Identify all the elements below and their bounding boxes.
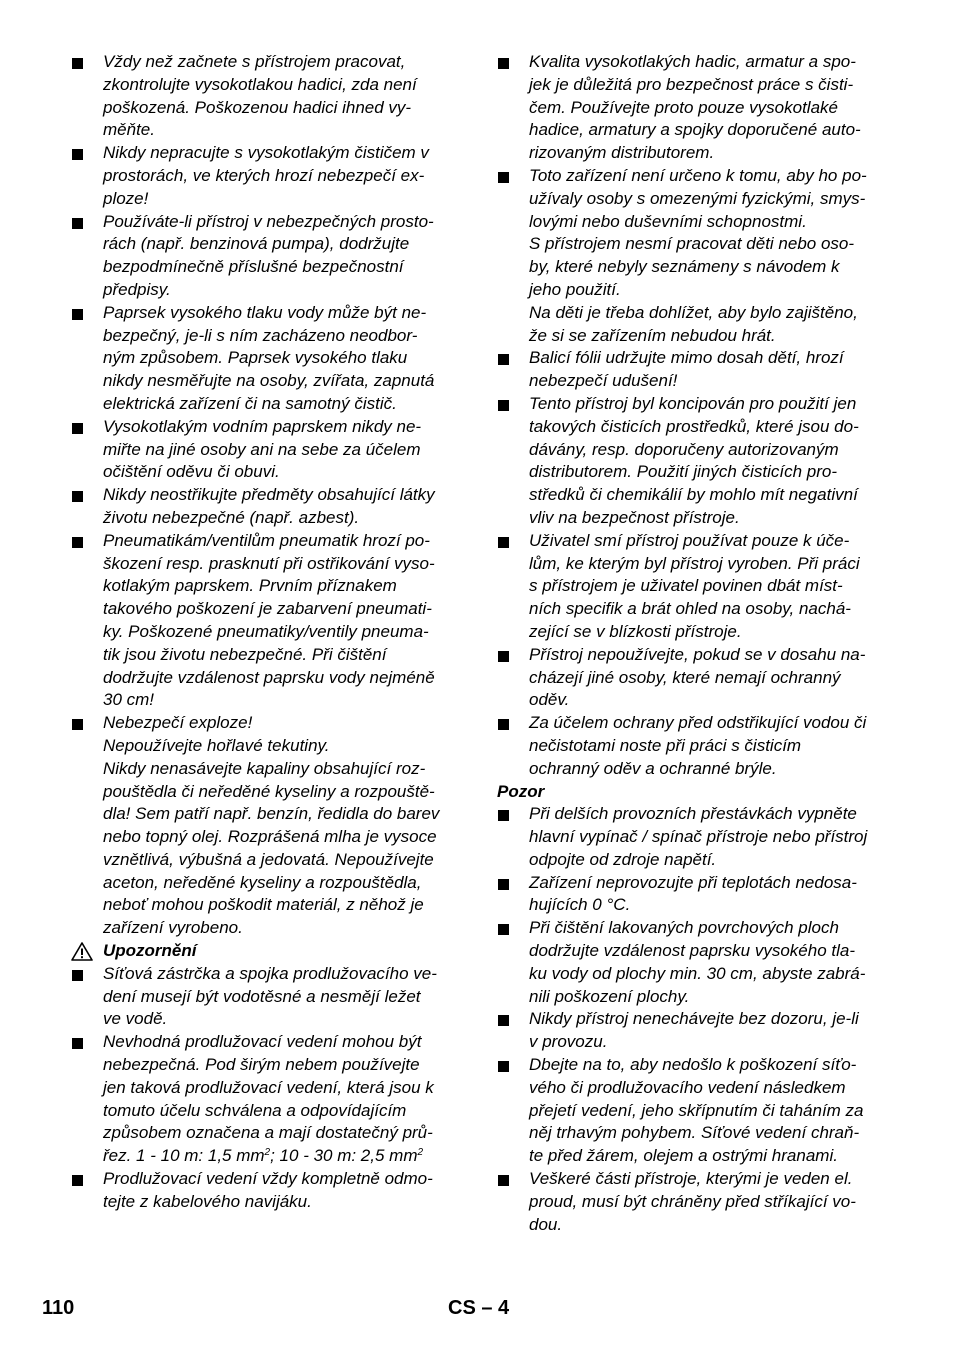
text-line: bezpečný, je-li s ním zacházeno neodbor- [103, 325, 418, 345]
text-line: ních specifik a brát ohled na osoby, nachá- [529, 599, 851, 619]
text-line: te před žárem, olejem a ostrými hranami. [529, 1146, 838, 1166]
text-line: Tento přístroj byl koncipován pro použití jen [529, 393, 857, 413]
text-line: užívaly osoby s omezenými fyzickými, smys- [529, 188, 866, 208]
text-line: jeho použití. [529, 279, 621, 299]
text-line: Za účelem ochrany před odstřikující vodou či [529, 713, 867, 733]
text-line: miřte na jiné osoby ani na sebe za účelem [103, 439, 421, 459]
text-line: Veškeré části přístroje, kterými je veden el. [529, 1169, 853, 1189]
text-line: něj trhavým pohybem. Síťové vedení chraň- [529, 1123, 860, 1143]
square-bullet-icon [72, 719, 83, 730]
square-bullet-icon [498, 719, 509, 730]
text-line: jen taková prodlužovací vedení, která jsou k [103, 1077, 434, 1097]
text-line: Při čištění lakovaných povrchových ploch [529, 918, 839, 938]
list-item [71, 416, 471, 484]
text-line: Nikdy přístroj nenechávejte bez dozoru, je-li [529, 1009, 859, 1029]
text-line: vého či prodlužovacího vedení následkem [529, 1077, 846, 1097]
text-line: hujících 0 °C. [529, 895, 631, 915]
text-line: vliv na bezpečnost přístroje. [529, 507, 740, 527]
square-bullet-icon [72, 970, 83, 981]
text-line: lovými nebo duševními schopnostmi. [529, 211, 807, 231]
text-line: očištění oděvu či obuvi. [103, 462, 280, 482]
text-line: poškozená. Poškozenou hadici ihned vy- [103, 97, 412, 117]
square-bullet-icon [498, 172, 509, 183]
text-line: středků či chemikálií by mohlo mít negativní [529, 485, 858, 505]
list-item [497, 803, 897, 871]
text-line: cházejí jiné osoby, které nemají ochranný [529, 667, 841, 687]
text-line: aceton, neředěné kyseliny a rozpouštědla, [103, 872, 422, 892]
text-line: takových čisticích prostředků, které jsou do- [529, 416, 859, 436]
text-line: Při delších provozních přestávkách vypněte [529, 804, 857, 824]
list-item [497, 872, 897, 918]
text-line: ným způsobem. Paprsek vysokého tlaku [103, 348, 408, 368]
square-bullet-icon [498, 924, 509, 935]
text-line: Vysokotlakým vodním paprskem nikdy ne- [103, 416, 422, 436]
text-line: nebezpečí udušení! [529, 371, 678, 391]
text-line: v provozu. [529, 1032, 608, 1052]
text-line: Nikdy neostřikujte předměty obsahující látky [103, 485, 435, 505]
section-heading: Pozor [497, 781, 545, 801]
list-item [71, 963, 471, 1031]
text-line: Kvalita vysokotlakých hadic, armatur a spo- [529, 52, 856, 71]
text-line: způsobem označena a mají dostatečný prů- [103, 1123, 433, 1143]
text-line: čem. Používejte proto pouze vysokotlaké [529, 97, 838, 117]
list-item [71, 51, 471, 142]
page-number: 110 [42, 1297, 75, 1319]
text-line: Na děti je třeba dohlížet, aby bylo zajištěno, [529, 302, 858, 322]
square-bullet-icon [72, 218, 83, 229]
list-item [497, 1008, 897, 1054]
text-line: zařízení vyrobeno. [103, 918, 243, 938]
text-line: rizovaným distributorem. [529, 143, 715, 163]
list-item [497, 712, 897, 780]
text-line: lům, ke kterým byl přístroj vyroben. Při práci [529, 553, 860, 573]
text-line: Zařízení neprovozujte při teplotách nedosa- [529, 872, 857, 892]
list-item [497, 347, 897, 393]
text-line: nečistotami noste při práci s čisticím [529, 735, 802, 755]
text-line: takového poškození je zabarvení pneumati- [103, 599, 432, 619]
text-line: přejetí vedení, jeho skřípnutím či taháním za [529, 1100, 864, 1120]
square-bullet-icon [72, 149, 83, 160]
list-item [497, 393, 897, 530]
square-bullet-icon [498, 1175, 509, 1186]
superscript: 2 [264, 1147, 271, 1159]
text-line: distributorem. Použití jiných čisticích pro- [529, 462, 837, 482]
square-bullet-icon [72, 1038, 83, 1049]
text-line: ve vodě. [103, 1009, 168, 1029]
text-line: pouštědla či neředěné kyseliny a rozpouště- [103, 781, 435, 801]
text-line: tik jsou životu nebezpečné. Při čištění [103, 644, 387, 664]
text-line: S přístrojem nesmí pracovat děti nebo oso- [529, 234, 855, 254]
text-line: odpojte od zdroje napětí. [529, 849, 717, 869]
square-bullet-icon [498, 1061, 509, 1072]
list-item [497, 1054, 897, 1168]
text-line: dla! Sem patří např. benzín, ředidla do barev [103, 804, 440, 824]
text-line: kotlakým paprskem. Prvním příznakem [103, 576, 397, 596]
text-line: předpisy. [103, 279, 171, 299]
text-line: rách (např. benzinová pumpa), dodržujte [103, 234, 410, 254]
list-item [71, 712, 471, 940]
text-line: vznětlivá, výbušná a jedovatá. Nepoužívejte [103, 849, 434, 869]
text-line: s přístrojem je uživatel povinen dbát míst- [529, 576, 843, 596]
square-bullet-icon [498, 810, 509, 821]
text-line: tomuto účelu schválena a odpovídajícím [103, 1100, 407, 1120]
warning-triangle-icon [71, 942, 93, 961]
list-item [71, 484, 471, 530]
square-bullet-icon [498, 58, 509, 69]
square-bullet-icon [72, 537, 83, 548]
list-item [71, 302, 471, 416]
text-line: 30 cm! [103, 690, 155, 710]
list-item [497, 644, 897, 712]
left-column [71, 51, 471, 1214]
list-item [71, 1031, 471, 1168]
superscript: 2 [417, 1147, 424, 1159]
square-bullet-icon [498, 1015, 509, 1026]
text-line: proud, musí být chráněny před stříkající vo- [529, 1191, 856, 1211]
text-line: oděv. [529, 690, 570, 710]
text-line: dení musejí být vodotěsné a nesmějí ležet [103, 986, 421, 1006]
section-label: CS – 4 [448, 1297, 510, 1319]
square-bullet-icon [498, 537, 509, 548]
text-line: Používáte-li přístroj v nebezpečných prosto- [103, 211, 434, 231]
right-column [497, 51, 897, 1236]
text-line: škození resp. prasknutí při ostřikování vyso- [103, 553, 435, 573]
text-line: ku vody od plochy min. 30 cm, abyste zabrá- [529, 963, 866, 983]
text-span: ; 10 - 30 m: 2,5 mm [270, 1146, 418, 1166]
list-item [497, 530, 897, 644]
text-line: Nikdy nenasávejte kapaliny obsahující roz- [103, 758, 426, 778]
text-line: dodržujte vzdálenost paprsku vysokého tla- [529, 941, 856, 961]
text-line: Pneumatikám/ventilům pneumatik hrozí po- [103, 530, 430, 550]
text-line: hlavní vypínač / spínač přístroje nebo přístroj [529, 827, 868, 847]
text-line: hadice, armatury a spojky doporučené auto- [529, 120, 861, 140]
square-bullet-icon [72, 423, 83, 434]
list-item [497, 917, 897, 1008]
text-line: nili poškození plochy. [529, 986, 690, 1006]
square-bullet-icon [72, 309, 83, 320]
text-line: ky. Poškozené pneumatiky/ventily pneuma- [103, 621, 429, 641]
text-line: ochranný oděv a ochranné brýle. [529, 758, 777, 778]
square-bullet-icon [72, 491, 83, 502]
text-line: zkontrolujte vysokotlakou hadici, zda není [103, 74, 417, 94]
text-line: dou. [529, 1214, 563, 1234]
text-line: jek je důležitá pro bezpečnost práce s čisti- [529, 74, 854, 94]
list-item [71, 530, 471, 712]
text-line: Paprsek vysokého tlaku vody může být ne- [103, 302, 427, 322]
text-line: Nevhodná prodlužovací vedení mohou být [103, 1032, 422, 1052]
text-line: nebo topný olej. Rozprášená mlha je vysoce [103, 827, 437, 847]
text-line: Prodlužovací vedení vždy kompletně odmo- [103, 1169, 433, 1189]
list-item [71, 142, 471, 210]
square-bullet-icon [72, 58, 83, 69]
text-line: Balicí fólii udržujte mimo dosah dětí, hrozí [529, 348, 844, 368]
text-line: Nebezpečí exploze! [103, 713, 253, 733]
square-bullet-icon [498, 879, 509, 890]
text-line: Vždy než začnete s přístrojem pracovat, [103, 52, 406, 71]
square-bullet-icon [72, 1175, 83, 1186]
list-item [71, 1168, 471, 1214]
text-line: Nepoužívejte hořlavé tekutiny. [103, 735, 330, 755]
text-line: neboť mohou poškodit materiál, z něhož je [103, 895, 424, 915]
text-span: řez. 1 - 10 m: 1,5 mm [103, 1146, 265, 1166]
text-line: Nikdy nepracujte s vysokotlakým čističem v [103, 143, 429, 163]
square-bullet-icon [498, 400, 509, 411]
text-line: nebezpečná. Pod širým nebem používejte [103, 1055, 420, 1075]
warning-heading [71, 940, 471, 963]
text-line: dodržujte vzdálenost paprsku vody nejméně [103, 667, 435, 687]
text-line: měňte. [103, 120, 155, 140]
text-line: Síťová zástrčka a spojka prodlužovacího ve- [103, 963, 437, 983]
text-line: by, které nebyly seznámeny s návodem k [529, 257, 840, 277]
text-line: Uživatel smí přístroj používat pouze k úče- [529, 530, 850, 550]
text-line: ploze! [103, 188, 149, 208]
list-item [497, 51, 897, 165]
text-line: dávány, resp. doporučeny autorizovaným [529, 439, 839, 459]
warning-label: Upozornění [103, 941, 197, 961]
text-line: tejte z kabelového navijáku. [103, 1191, 312, 1211]
list-item [497, 165, 897, 347]
list-item [497, 1168, 897, 1236]
text-line: Přístroj nepoužívejte, pokud se v dosahu na- [529, 644, 866, 664]
text-line: Toto zařízení není určeno k tomu, aby ho po- [529, 165, 867, 185]
text-line: životu nebezpečné (např. azbest). [103, 507, 360, 527]
text-line: Dbejte na to, aby nedošlo k poškození síťo- [529, 1055, 857, 1075]
text-line: elektrická zařízení či na samotný čistič. [103, 393, 397, 413]
text-line: nikdy nesměřujte na osoby, zvířata, zapnutá [103, 371, 435, 391]
text-line: prostorách, ve kterých hrozí nebezpečí ex- [103, 165, 425, 185]
list-item [71, 211, 471, 302]
square-bullet-icon [498, 651, 509, 662]
square-bullet-icon [498, 354, 509, 365]
text-line: zející se v blízkosti přístroje. [529, 621, 742, 641]
text-line [103, 1145, 471, 1168]
text-line: bezpodmínečně příslušné bezpečnostní [103, 257, 404, 277]
text-line: že si se zařízením nebudou hrát. [529, 325, 776, 345]
